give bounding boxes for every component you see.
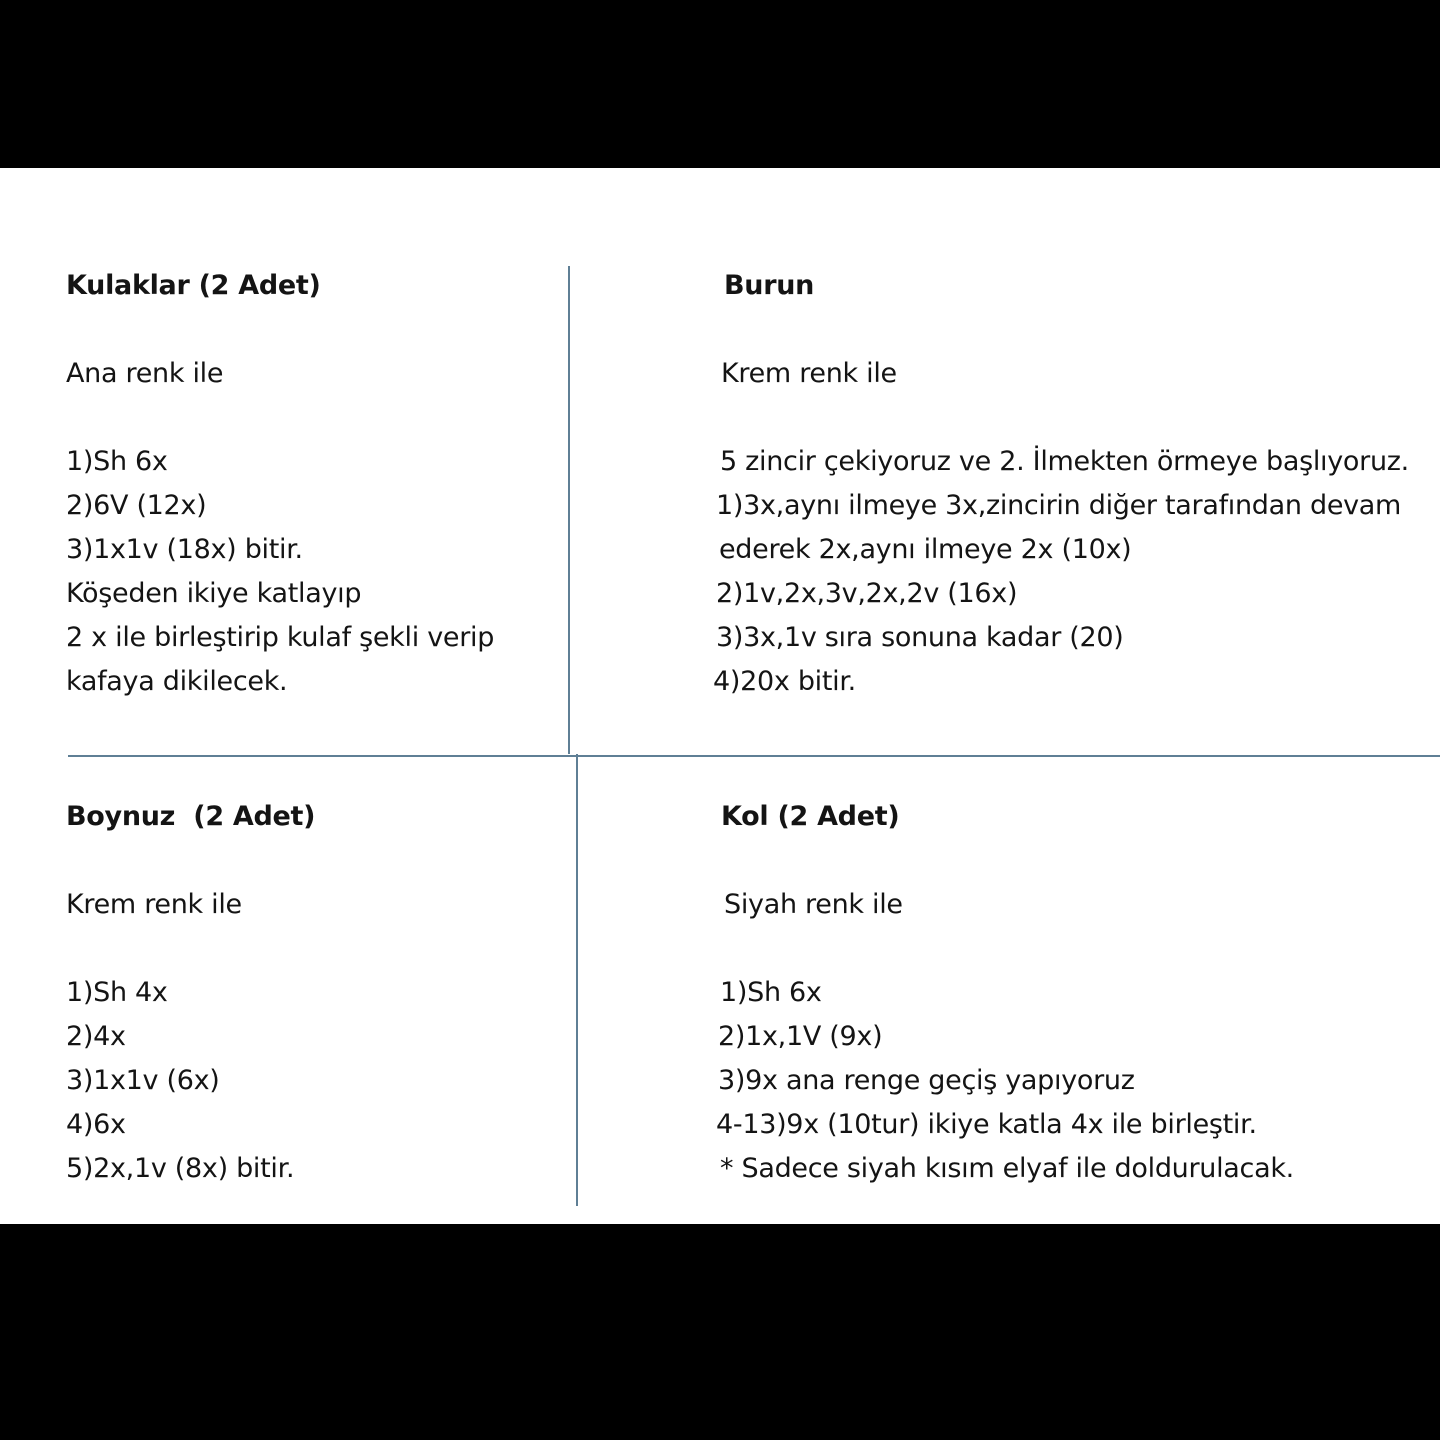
step-item: 3)1x1v (6x)	[66, 1065, 220, 1096]
section-arm	[716, 795, 1426, 1218]
section-title: Kol (2 Adet)	[721, 801, 900, 832]
step-list	[66, 440, 556, 704]
yarn-color-note: Siyah renk ile	[724, 889, 903, 920]
step-item: 4)20x bitir.	[713, 666, 856, 697]
step-item: ederek 2x,aynı ilmeye 2x (10x)	[719, 534, 1132, 565]
step-list	[713, 440, 1426, 704]
yarn-color-note: Krem renk ile	[721, 358, 897, 389]
step-item: * Sadece siyah kısım elyaf ile doldurulacak.	[720, 1153, 1294, 1184]
step-list	[66, 971, 556, 1191]
step-item: 1)Sh 6x	[66, 446, 168, 477]
step-item: 3)9x ana renge geçiş yapıyoruz	[718, 1065, 1135, 1096]
step-item: 3)3x,1v sıra sonuna kadar (20)	[716, 622, 1124, 653]
horizontal-divider	[68, 755, 1440, 757]
step-item: Köşeden ikiye katlayıp	[66, 578, 362, 609]
step-item: 2)1v,2x,3v,2x,2v (16x)	[716, 578, 1018, 609]
step-item: 1)Sh 6x	[720, 977, 822, 1008]
step-item: 2 x ile birleştirip kulaf şekli verip	[66, 622, 495, 653]
yarn-color-note: Krem renk ile	[66, 889, 242, 920]
step-item: 2)1x,1V (9x)	[718, 1021, 883, 1052]
section-horn	[66, 795, 556, 1218]
vertical-divider-bottom	[576, 754, 578, 1206]
step-item: 2)6V (12x)	[66, 490, 207, 521]
step-item: 4-13)9x (10tur) ikiye katla 4x ile birleştir.	[716, 1109, 1257, 1140]
step-item: 3)1x1v (18x) bitir.	[66, 534, 303, 565]
section-title: Boynuz (2 Adet)	[66, 801, 316, 832]
step-item: 4)6x	[66, 1109, 126, 1140]
step-item: 5)2x,1v (8x) bitir.	[66, 1153, 295, 1184]
step-item: 2)4x	[66, 1021, 126, 1052]
step-item: 1)3x,aynı ilmeye 3x,zincirin diğer tarafından devam	[716, 490, 1402, 521]
step-item: 5 zincir çekiyoruz ve 2. İlmekten örmeye başlıyoruz.	[720, 446, 1409, 477]
yarn-color-note: Ana renk ile	[66, 358, 224, 389]
section-title: Burun	[724, 270, 815, 301]
section-nose	[713, 264, 1426, 731]
pattern-sheet	[0, 168, 1440, 1224]
section-title: Kulaklar (2 Adet)	[66, 270, 321, 301]
step-item: 1)Sh 4x	[66, 977, 168, 1008]
vertical-divider-top	[568, 266, 570, 754]
section-ears	[66, 264, 556, 731]
step-list	[716, 971, 1426, 1191]
top-letterbox	[0, 0, 1440, 168]
step-item: kafaya dikilecek.	[66, 666, 288, 697]
bottom-letterbox	[0, 1224, 1440, 1440]
